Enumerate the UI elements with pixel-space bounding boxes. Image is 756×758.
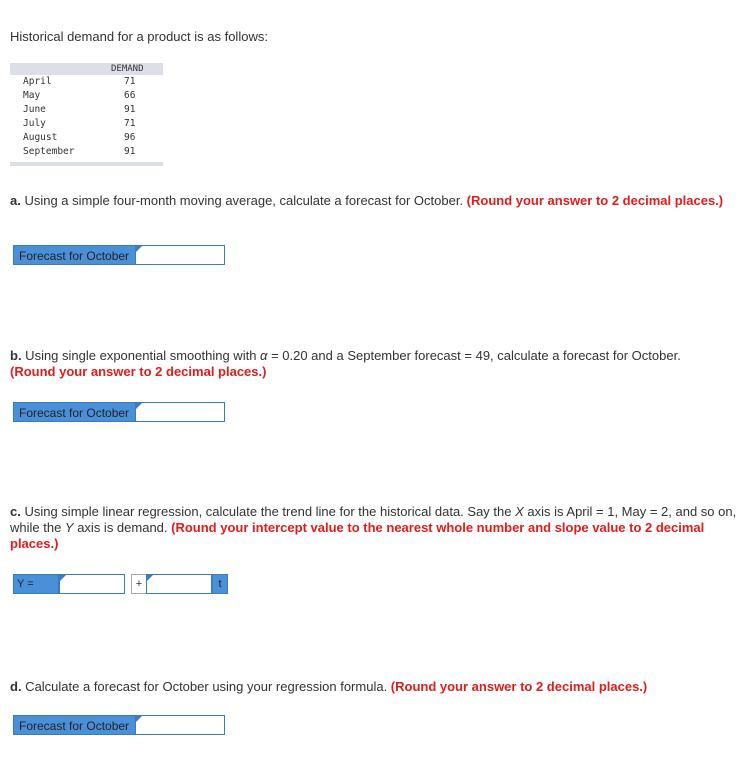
- required-marker-icon: [60, 575, 66, 581]
- answer-d-input[interactable]: [135, 715, 225, 735]
- question-d: [10, 679, 750, 695]
- table-row: [10, 103, 163, 117]
- question-b: [10, 348, 750, 380]
- question-b-label: b.: [10, 348, 22, 363]
- answer-b-input[interactable]: [135, 402, 225, 422]
- required-marker-icon: [136, 716, 142, 722]
- month-cell: May: [23, 90, 41, 101]
- table-row: [10, 117, 163, 131]
- question-b-text: Using single exponential smoothing with: [21, 348, 261, 363]
- question-b-round-note: (Round your answer to 2 decimal places.): [10, 364, 267, 379]
- plus-sign: +: [131, 574, 147, 594]
- demand-cell: 91: [124, 104, 136, 115]
- question-a: [10, 193, 750, 209]
- question-a-text: Using a simple four-month moving average, calculate a forecast for October.: [20, 193, 467, 208]
- question-a-label: a.: [10, 193, 21, 208]
- month-cell: April: [23, 76, 52, 87]
- demand-cell: 71: [124, 76, 136, 87]
- answer-a-label: Forecast for October: [13, 245, 136, 265]
- table-row: [10, 89, 163, 103]
- month-cell: June: [23, 104, 46, 115]
- slope-input[interactable]: [146, 574, 212, 594]
- demand-cell: 71: [124, 118, 136, 129]
- demand-cell: 91: [124, 146, 136, 157]
- question-c-text-3: axis is demand.: [73, 520, 172, 535]
- question-c: [10, 504, 750, 552]
- demand-cell: 66: [124, 90, 136, 101]
- required-marker-icon: [136, 246, 142, 252]
- month-cell: September: [23, 146, 75, 157]
- answer-a-input[interactable]: [135, 245, 225, 265]
- table-header: [10, 63, 163, 75]
- answer-d-label: Forecast for October: [13, 715, 136, 735]
- month-cell: July: [23, 118, 46, 129]
- required-marker-icon: [147, 575, 153, 581]
- demand-cell: 96: [124, 132, 136, 143]
- question-b-text-2: = 0.20 and a September forecast = 49, calculate a forecast for October.: [267, 348, 681, 363]
- x-variable: X: [515, 504, 524, 519]
- question-d-round-note: (Round your answer to 2 decimal places.): [390, 679, 648, 694]
- intercept-input[interactable]: [59, 574, 125, 594]
- month-cell: August: [23, 132, 58, 143]
- answer-b-label: Forecast for October: [13, 402, 136, 422]
- table-row: [10, 145, 163, 159]
- table-row: [10, 131, 163, 145]
- t-variable-label: t: [212, 574, 228, 594]
- y-equals-label: Y =: [13, 574, 59, 594]
- demand-table: [10, 63, 163, 166]
- question-c-round-note: (Round your intercept value to the nearest whole number and slope value to 2 decimal places.): [10, 520, 705, 551]
- table-footer: [10, 162, 163, 166]
- question-c-text: Using simple linear regression, calculate the trend line for the historical data. Say the: [20, 504, 516, 519]
- y-variable: Y: [64, 520, 74, 535]
- question-d-text: Calculate a forecast for October using your regression formula.: [21, 679, 391, 694]
- alpha-symbol: α: [260, 348, 268, 363]
- question-c-text-2: axis is April = 1, May = 2, and so on, while the: [10, 504, 737, 535]
- required-marker-icon: [136, 403, 142, 409]
- question-c-label: c.: [10, 504, 21, 519]
- demand-column-header: DEMAND: [111, 64, 144, 74]
- table-row: [10, 75, 163, 89]
- question-d-label: d.: [10, 679, 22, 694]
- intro-text: Historical demand for a product is as follows:: [10, 29, 268, 44]
- question-a-round-note: (Round your answer to 2 decimal places.): [466, 193, 724, 208]
